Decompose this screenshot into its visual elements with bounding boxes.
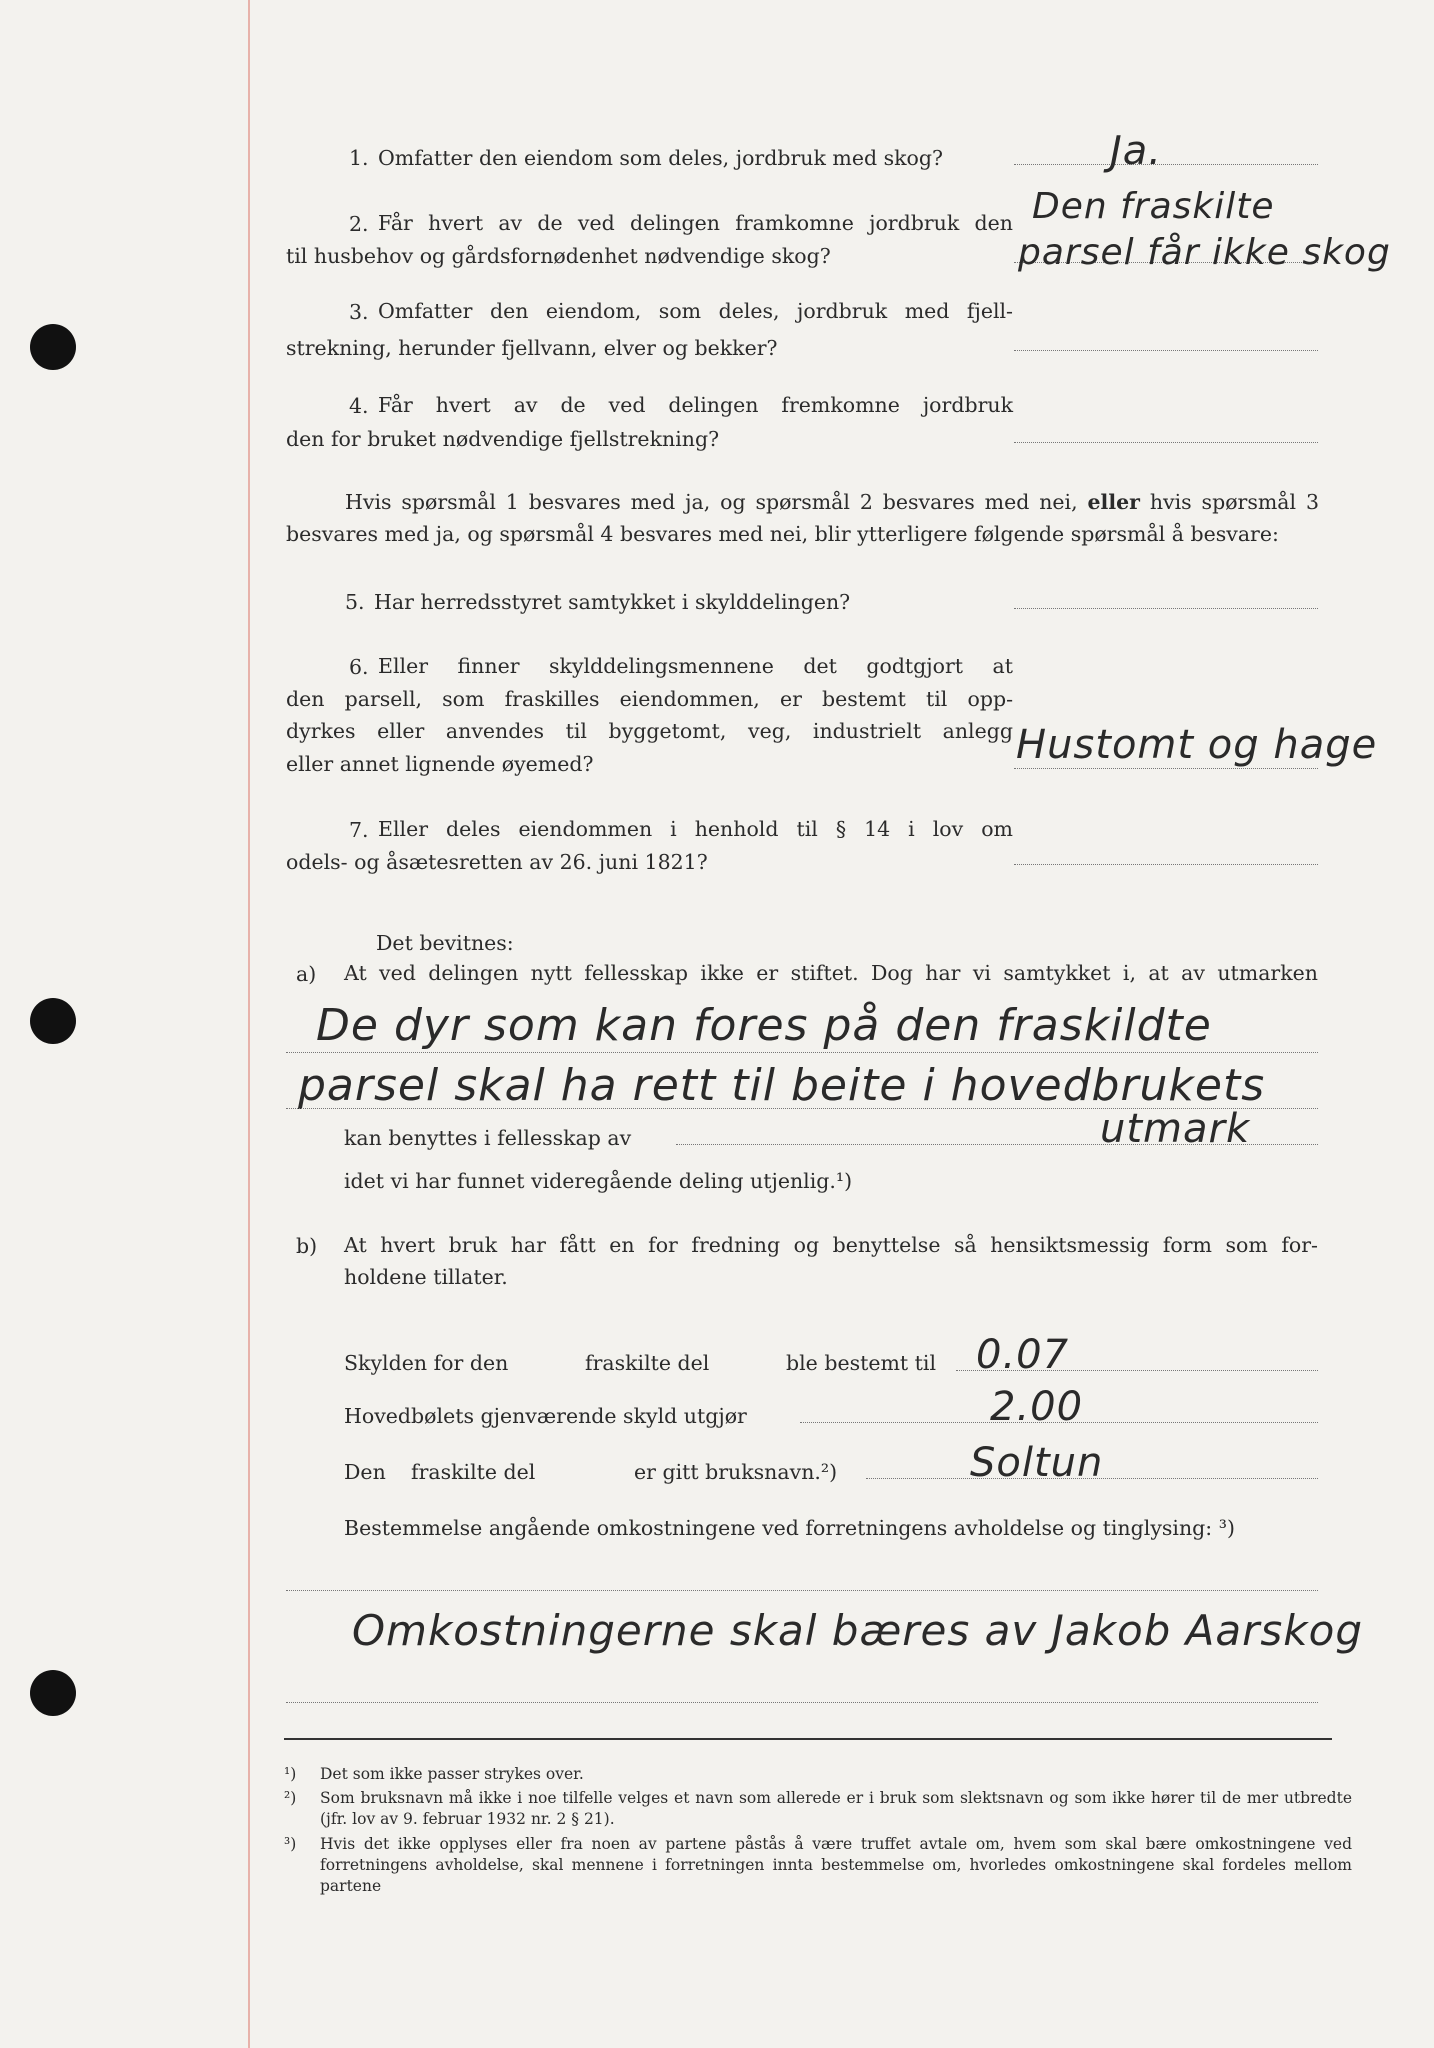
- q4-line2: den for bruket nødvendige fjellstrekning?: [286, 427, 720, 451]
- skyld-row1-label-c: ble bestemt til: [786, 1351, 937, 1375]
- attest-a-handwriting-line1: De dyr som kan fores på den fraskildte: [316, 1000, 1212, 1051]
- q1-answer: Ja.: [1110, 128, 1163, 174]
- answer-line: [1014, 350, 1318, 351]
- q1-number: 1.: [349, 146, 369, 170]
- q4-number: 4.: [349, 394, 369, 418]
- q2-line2: til husbehov og gårdsfornødenhet nødvendige skog?: [286, 244, 831, 268]
- skyld-row3-label-a: Den: [344, 1460, 386, 1484]
- attest-a-handwriting-line2: parsel skal ha rett til beite i hovedbrukets: [298, 1060, 1266, 1111]
- q6-line1: Eller finner skylddelingsmennene det godtgjort at: [378, 654, 1013, 678]
- attest-b-line2: holdene tillater.: [344, 1265, 508, 1289]
- footnote-3: ³) Hvis det ikke opplyses eller fra noen av partene påstås å være truffet avtale om, hvem som skal bære omkostningene ved forretningens avholdelse, skal mennene i forretningen innta bestemmelse om, hvorledes omkostningene skal fordeles mellom partene: [284, 1835, 1352, 1895]
- answer-line: [1014, 608, 1318, 609]
- q5-number: 5.: [345, 590, 365, 614]
- q7-number: 7.: [349, 818, 369, 842]
- q3-line2: strekning, herunder fjellvann, elver og bekker?: [286, 336, 778, 360]
- answer-line: [286, 1052, 1318, 1053]
- q3-line1: Omfatter den eiendom, som deles, jordbruk med fjell-: [378, 299, 1013, 323]
- q2-answer-line1: Den fraskilte: [1032, 186, 1275, 227]
- q6-line3: dyrkes eller anvendes til byggetomt, veg, industrielt anlegg: [286, 719, 1013, 743]
- skyld-row3-label-c: er gitt bruksnavn.²): [634, 1460, 838, 1484]
- answer-line: [1014, 768, 1318, 769]
- q2-line1: Får hvert av de ved delingen framkomne jordbruk den: [378, 211, 1013, 235]
- q3-number: 3.: [349, 300, 369, 324]
- skyld-row2-label: Hovedbølets gjenværende skyld utgjør: [344, 1404, 747, 1428]
- q1-text: Omfatter den eiendom som deles, jordbruk med skog?: [378, 146, 944, 170]
- skyld-row3-label-b: fraskilte del: [411, 1460, 536, 1484]
- answer-line: [1014, 442, 1318, 443]
- attest-a-closing: idet vi har funnet videregående deling utjenlig.¹): [344, 1169, 853, 1193]
- conditional-line1: Hvis spørsmål 1 besvares med ja, og spørsmål 2 besvares med nei, eller hvis spørsmål 3: [345, 490, 1319, 514]
- attest-a-benyttes: kan benyttes i fellesskap av: [344, 1126, 632, 1150]
- q6-line2: den parsell, som fraskilles eiendommen, er bestemt til opp-: [286, 687, 1013, 711]
- margin-line: [248, 0, 250, 2048]
- punch-hole: [30, 998, 76, 1044]
- q2-answer-line2: parsel får ikke skog: [1018, 232, 1391, 273]
- cost-label: Bestemmelse angående omkostningene ved forretningens avholdelse og tinglysing: ³): [344, 1516, 1235, 1540]
- attest-a-text: At ved delingen nytt fellesskap ikke er stiftet. Dog har vi samtykket i, at av utmarken: [344, 961, 1318, 985]
- attest-b-line1: At hvert bruk har fått en for fredning og benyttelse så hensiktsmessig form som for-: [344, 1233, 1318, 1257]
- skyld-row1-value: 0.07: [976, 1332, 1070, 1378]
- footnote-rule: [284, 1738, 1332, 1740]
- punch-hole: [30, 324, 76, 370]
- attest-b-label: b): [296, 1234, 318, 1258]
- q5-text: Har herredsstyret samtykket i skylddelingen?: [374, 590, 851, 614]
- attest-a-label: a): [296, 962, 317, 986]
- cost-value: Omkostningerne skal bæres av Jakob Aarskog: [352, 1606, 1363, 1655]
- q4-line1: Får hvert av de ved delingen fremkomne jordbruk: [378, 393, 1013, 417]
- answer-line: [286, 1702, 1318, 1703]
- answer-line: [286, 1590, 1318, 1591]
- q7-line2: odels- og åsætesretten av 26. juni 1821?: [286, 850, 708, 874]
- answer-line: [1014, 864, 1318, 865]
- q7-line1: Eller deles eiendommen i henhold til § 14 i lov om: [378, 817, 1013, 841]
- attest-heading: Det bevitnes:: [376, 931, 514, 955]
- footnote-1: ¹) Det som ikke passer strykes over.: [284, 1765, 584, 1783]
- q6-answer: Hustomt og hage: [1016, 722, 1378, 768]
- conditional-line2: besvares med ja, og spørsmål 4 besvares med nei, blir ytterligere følgende spørsmål å besvare:: [286, 522, 1279, 546]
- attest-a-handwriting-line3: utmark: [1100, 1106, 1251, 1152]
- q6-line4: eller annet lignende øyemed?: [286, 752, 594, 776]
- skyld-row3-value: Soltun: [970, 1440, 1104, 1486]
- answer-line: [1014, 164, 1318, 165]
- q6-number: 6.: [349, 655, 369, 679]
- punch-hole: [30, 1670, 76, 1716]
- skyld-row1-label-b: fraskilte del: [585, 1351, 710, 1375]
- q2-number: 2.: [349, 212, 369, 236]
- skyld-row2-value: 2.00: [990, 1384, 1084, 1430]
- footnote-2: ²) Som bruksnavn må ikke i noe tilfelle velges et navn som allerede er i bruk som slektsnavn og som ikke hører til de mer utbredte (jfr. lov av 9. februar 1932 nr. 2 § 21).: [284, 1789, 1352, 1828]
- skyld-row1-label-a: Skylden for den: [344, 1351, 509, 1375]
